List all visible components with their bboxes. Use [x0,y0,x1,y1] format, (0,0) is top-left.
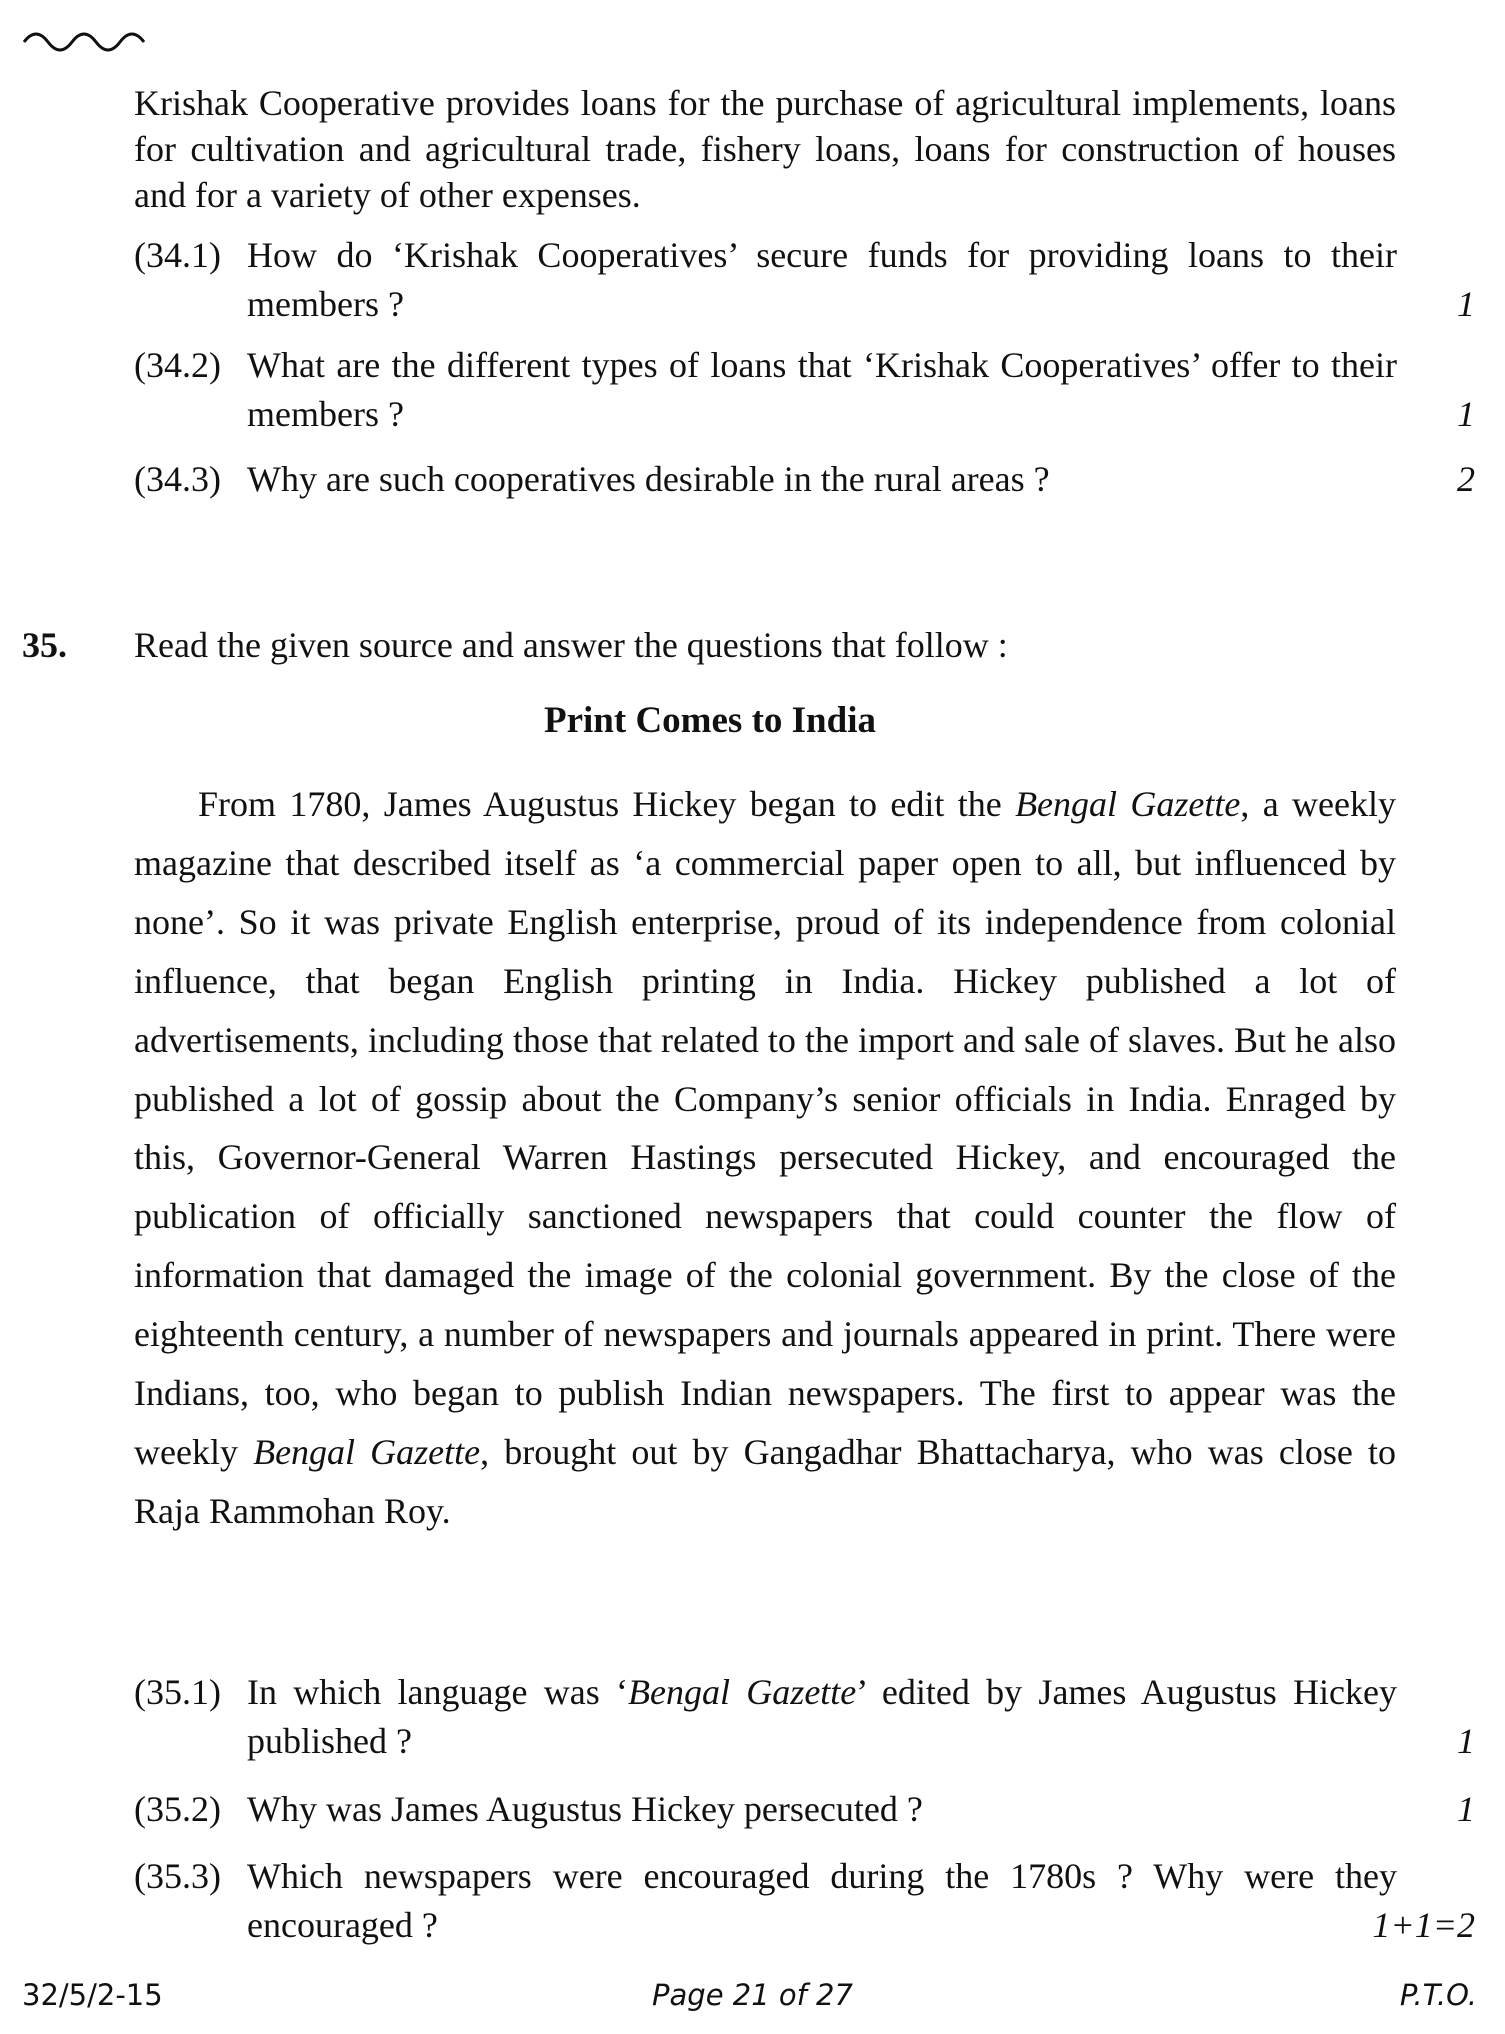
question-number: (34.1) [134,235,221,275]
question-35-instruction: Read the given source and answer the questions that follow : [134,625,1008,665]
marks: 2 [1457,459,1475,499]
question-text: Which newspapers were encouraged during the 1780s ? Why were they encouraged ? [247,1856,1397,1945]
pto-label: P.T.O. [1399,1978,1477,2012]
source-text: , a weekly magazine that described itself as ‘a commercial paper open to all, but influenced by none’. So it was private English enterprise, proud of its independence from colonial influence, that began English printing in India. Hickey published a lot of advertisements, including those that related to the import and sale of slaves. But he also published a lot of gossip about the Company’s senior officials in India. Enraged by this, Governor-General Warren Hastings persecuted Hickey, and encouraged the publication of officially sanctioned newspapers that could counter the flow of information that damaged the image of the colonial government. By the close of the eighteenth century, a number of newspapers and journals appeared in print. There were Indians, too, who began to publish Indian newspapers. The first to appear was the weekly [134,784,1396,1472]
marks: 1 [1457,394,1475,434]
wave-mark-icon [22,18,152,58]
paper-code: 32/5/2-15 [22,1978,163,2012]
question-35-2 [0,1785,1505,1835]
page-number: Page 21 of 27 [652,1978,853,2012]
question-number: (35.3) [134,1856,221,1896]
question-34-2 [0,341,1505,441]
question-text: Why was James Augustus Hickey persecuted ? [247,1789,923,1829]
question-35-1 [0,1668,1505,1768]
source-italic-title: Bengal Gazette [1015,784,1241,824]
question-number: (35.1) [134,1672,221,1712]
source-text: From 1780, James Augustus Hickey began to edit the [198,784,1016,824]
previous-passage: Krishak Cooperative provides loans for the purchase of agricultural implements, loans for cultivation and agricultural trade, fishery loans, loans for construction of houses and for a variety of other expenses. [134,83,1396,215]
marks: 1 [1457,1789,1475,1829]
marks: 1 [1457,1721,1475,1761]
question-34-1 [0,231,1505,331]
marks: 1 [1457,284,1475,324]
question-text [247,1668,1397,1766]
source-passage [134,775,1396,1541]
question-number: (34.3) [134,459,221,499]
source-text: , brought out by Gangadhar Bhattacharya, who was close to Raja Rammohan Roy. [134,1431,1396,1531]
marks: 1+1=2 [1372,1905,1475,1945]
question-number: (35.2) [134,1789,221,1829]
question-text-part: ’ edited by James Augustus Hickey published ? [247,1672,1397,1761]
question-text: How do ‘Krishak Cooperatives’ secure funds for providing loans to their members ? [247,235,1397,324]
question-number: (34.2) [134,345,221,385]
question-italic-title: Bengal Gazette [628,1672,857,1712]
source-italic-title: Bengal Gazette [253,1431,481,1472]
question-text: What are the different types of loans that ‘Krishak Cooperatives’ offer to their members ? [247,345,1397,434]
question-34-3 [0,455,1505,505]
question-text-part: In which language was ‘ [247,1672,629,1712]
question-35-3 [0,1852,1505,1952]
question-35-number: 35. [22,625,67,665]
source-title: Print Comes to India [544,700,876,741]
question-text: Why are such cooperatives desirable in the rural areas ? [247,459,1050,499]
